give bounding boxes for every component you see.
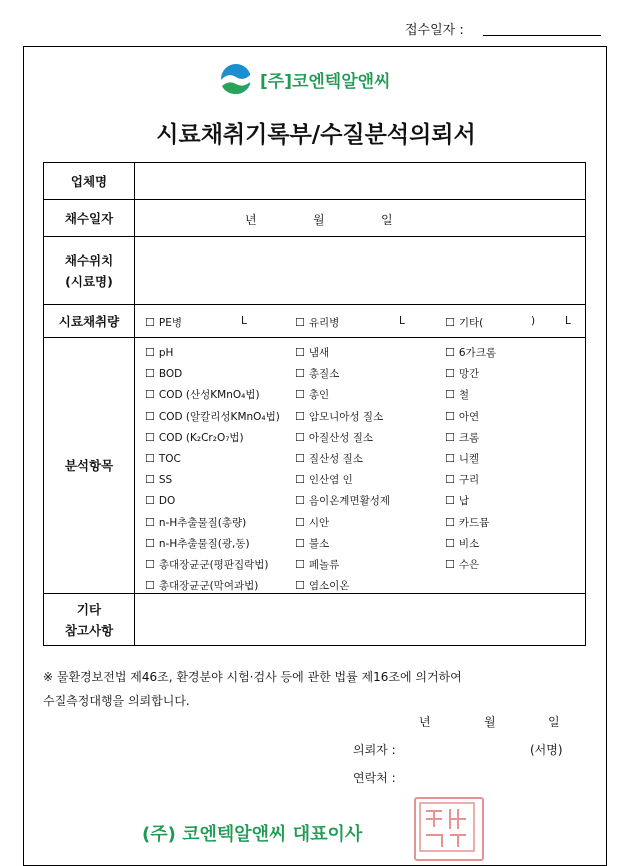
checkbox-icon[interactable]: ☐ <box>145 557 155 571</box>
analysis-item-label: 납 <box>458 495 470 508</box>
analysis-item[interactable] <box>145 427 280 448</box>
checkbox-icon[interactable]: ☐ <box>145 316 155 329</box>
analysis-item-label: COD (산성KMnO₄법) <box>158 389 260 402</box>
legal-note <box>43 665 462 713</box>
other-notes-field[interactable] <box>135 594 586 646</box>
analysis-item[interactable] <box>145 533 280 554</box>
checkbox-icon[interactable]: ☐ <box>145 346 155 359</box>
sample-volume-options <box>135 305 586 338</box>
analysis-item[interactable] <box>295 469 390 490</box>
analysis-item-label: 암모니아성 질소 <box>308 410 384 423</box>
analysis-col-1 <box>145 342 280 596</box>
row-sample-volume <box>44 305 586 338</box>
company-label: 업체명 <box>44 163 135 200</box>
analysis-item-label: 냄새 <box>308 347 330 359</box>
analysis-item[interactable] <box>145 490 280 511</box>
analysis-item-label: 질산성 질소 <box>308 452 363 465</box>
checkbox-icon[interactable]: ☐ <box>445 494 455 508</box>
analysis-item-label: 염소이온 <box>308 580 350 593</box>
sample-volume-label: 시료채취량 <box>44 305 135 338</box>
analysis-item-label: 구리 <box>458 474 480 487</box>
sampling-location-label <box>44 237 135 305</box>
checkbox-icon[interactable]: ☐ <box>145 473 155 487</box>
checkbox-icon[interactable]: ☐ <box>445 557 455 571</box>
date-year: 년 <box>245 213 257 227</box>
analysis-item-label: DO <box>158 495 176 508</box>
receipt-date-label: 접수일자 : <box>405 23 464 38</box>
analysis-item[interactable] <box>295 448 390 469</box>
analysis-item[interactable] <box>295 490 390 511</box>
analysis-item[interactable] <box>145 384 280 405</box>
checkbox-icon[interactable]: ☐ <box>145 515 155 529</box>
signature-mark: (서명) <box>530 743 563 757</box>
checkbox-icon[interactable]: ☐ <box>145 579 155 593</box>
analysis-item[interactable] <box>145 554 280 575</box>
analysis-item[interactable] <box>445 363 496 384</box>
analysis-item-label: 철 <box>458 389 470 402</box>
analysis-items-grid <box>135 338 586 594</box>
analysis-item[interactable] <box>295 384 390 405</box>
analysis-item-label: 비소 <box>458 537 480 550</box>
checkbox-icon[interactable]: ☐ <box>295 316 305 329</box>
location-label-line2: (시료명) <box>65 273 113 289</box>
sampling-date-label: 채수일자 <box>44 200 135 237</box>
checkbox-icon[interactable]: ☐ <box>445 515 455 529</box>
checkbox-icon[interactable]: ☐ <box>295 451 305 465</box>
analysis-item[interactable] <box>145 363 280 384</box>
legal-note-line2: 수질측정대행을 의뢰합니다. <box>43 694 190 708</box>
receipt-date-line[interactable] <box>483 35 601 36</box>
analysis-item-label: n-H추출물질(광,동) <box>158 537 250 550</box>
analysis-item-label: 아질산성 질소 <box>308 431 374 444</box>
request-form-table <box>43 162 586 646</box>
checkbox-icon[interactable]: ☐ <box>445 430 455 444</box>
analysis-item[interactable] <box>445 427 496 448</box>
checkbox-icon[interactable]: ☐ <box>295 388 305 402</box>
checkbox-icon[interactable]: ☐ <box>145 536 155 550</box>
checkbox-icon[interactable]: ☐ <box>295 536 305 550</box>
analysis-col-3 <box>445 342 496 575</box>
checkbox-icon[interactable]: ☐ <box>445 536 455 550</box>
volume-other-option[interactable] <box>445 315 483 330</box>
analysis-item[interactable] <box>145 575 280 596</box>
analysis-item-label: 음이온계면활성제 <box>308 495 391 508</box>
volume-glass-option[interactable] <box>295 315 339 330</box>
analysis-item-label: BOD <box>158 368 183 381</box>
analysis-item-label: 인산염 인 <box>308 474 353 487</box>
analysis-item-label: 총인 <box>308 389 330 402</box>
analysis-item[interactable] <box>445 448 496 469</box>
analysis-item-label: 페놀류 <box>308 558 340 571</box>
analysis-item-label: 총대장균군(막여과법) <box>158 580 259 593</box>
analysis-item[interactable] <box>445 469 496 490</box>
sign-date-day: 일 <box>548 715 560 729</box>
analysis-item-label: TOC <box>158 452 181 465</box>
analysis-item-label: SS <box>158 474 173 487</box>
checkbox-icon[interactable]: ☐ <box>145 367 155 381</box>
analysis-item-label: n-H추출물질(총량) <box>158 516 247 529</box>
volume-pe-option[interactable] <box>145 315 182 330</box>
checkbox-icon[interactable]: ☐ <box>445 388 455 402</box>
checkbox-icon[interactable]: ☐ <box>295 579 305 593</box>
sampling-date-field[interactable] <box>135 200 586 237</box>
checkbox-icon[interactable]: ☐ <box>445 367 455 381</box>
analysis-item[interactable] <box>295 342 390 363</box>
company-representative: (주) 코엔텍알앤씨 대표이사 <box>142 824 363 845</box>
checkbox-icon[interactable]: ☐ <box>295 515 305 529</box>
other-notes-line1: 기타 <box>76 601 102 617</box>
company-logo <box>220 61 391 97</box>
analysis-item-label: 불소 <box>308 537 330 550</box>
checkbox-icon[interactable]: ☐ <box>145 451 155 465</box>
volume-pe-label: PE병 <box>158 317 182 329</box>
date-day: 일 <box>381 213 393 227</box>
checkbox-icon[interactable]: ☐ <box>295 494 305 508</box>
location-label-line1: 채수위치 <box>64 252 114 268</box>
sign-date-year: 년 <box>419 715 431 729</box>
checkbox-icon[interactable]: ☐ <box>145 388 155 402</box>
sign-date-month: 월 <box>484 715 496 729</box>
checkbox-icon[interactable]: ☐ <box>295 346 305 359</box>
analysis-item[interactable] <box>145 469 280 490</box>
checkbox-icon[interactable]: ☐ <box>295 557 305 571</box>
checkbox-icon[interactable]: ☐ <box>295 473 305 487</box>
analysis-item[interactable] <box>295 406 390 427</box>
analysis-item-label: COD (알칼리성KMnO₄법) <box>158 410 280 423</box>
analysis-item-label: 카드뮴 <box>458 516 490 529</box>
analysis-item-label: 수은 <box>458 558 480 571</box>
seal-stamp-icon <box>416 799 478 855</box>
volume-other-label: 기타( <box>458 317 484 329</box>
receipt-date <box>405 19 464 38</box>
analysis-item[interactable] <box>295 575 390 596</box>
analysis-item-label: 총질소 <box>308 368 340 381</box>
analysis-item-label: 총대장균군(평판집락법) <box>158 558 269 571</box>
analysis-item[interactable] <box>145 406 280 427</box>
checkbox-icon[interactable]: ☐ <box>295 430 305 444</box>
row-other-notes <box>44 594 586 646</box>
checkbox-icon[interactable]: ☐ <box>445 409 455 423</box>
analysis-item[interactable] <box>295 363 390 384</box>
analysis-item-label: 아연 <box>458 410 480 423</box>
analysis-item[interactable] <box>295 554 390 575</box>
analysis-item[interactable] <box>445 533 496 554</box>
company-seal-stamp <box>414 797 484 861</box>
volume-pe-unit: L <box>241 315 247 327</box>
analysis-item-label: 시안 <box>308 516 330 529</box>
other-notes-line2: 참고사항 <box>64 622 114 638</box>
checkbox-icon[interactable]: ☐ <box>295 409 305 423</box>
analysis-item-label: 6가크롬 <box>458 347 496 359</box>
analysis-items-label: 분석항목 <box>44 338 135 594</box>
analysis-col-2 <box>295 342 390 596</box>
analysis-item[interactable] <box>295 427 390 448</box>
company-field[interactable] <box>135 163 586 200</box>
analysis-item[interactable] <box>445 512 496 533</box>
sampling-location-field[interactable] <box>135 237 586 305</box>
requester-label: 의뢰자 : <box>353 743 396 757</box>
other-notes-label <box>44 594 135 646</box>
analysis-item[interactable] <box>445 384 496 405</box>
checkbox-icon[interactable]: ☐ <box>145 409 155 423</box>
volume-glass-unit: L <box>399 315 405 327</box>
checkbox-icon[interactable]: ☐ <box>445 473 455 487</box>
analysis-item-label: COD (K₂Cr₂O₇법) <box>158 431 244 444</box>
analysis-item[interactable] <box>445 342 496 363</box>
legal-note-line1: ※ 물환경보전법 제46조, 환경분야 시험·검사 등에 관한 법률 제16조에 의거하여 <box>43 670 462 684</box>
analysis-item-label: pH <box>158 347 174 359</box>
analysis-item[interactable] <box>445 554 496 575</box>
checkbox-icon[interactable]: ☐ <box>145 494 155 508</box>
checkbox-icon[interactable]: ☐ <box>295 367 305 381</box>
analysis-item[interactable] <box>295 512 390 533</box>
analysis-item-label: 크롬 <box>458 431 480 444</box>
contact-label: 연락처 : <box>353 771 396 785</box>
volume-glass-label: 유리병 <box>308 317 340 329</box>
document-title: 시료채취기록부/수질분석의뢰서 <box>156 122 476 148</box>
company-logo-text: [주]코엔텍알앤씨 <box>260 71 391 92</box>
analysis-item[interactable] <box>145 512 280 533</box>
analysis-item-label: 망간 <box>458 368 480 381</box>
row-analysis-items <box>44 338 586 594</box>
analysis-item[interactable] <box>445 490 496 511</box>
checkbox-icon[interactable]: ☐ <box>145 430 155 444</box>
row-sampling-location <box>44 237 586 305</box>
analysis-item[interactable] <box>145 448 280 469</box>
company-logo-icon <box>220 62 252 96</box>
analysis-item[interactable] <box>295 533 390 554</box>
analysis-item[interactable] <box>145 342 280 363</box>
volume-other-unit: L <box>565 315 571 327</box>
checkbox-icon[interactable]: ☐ <box>445 346 455 359</box>
row-sampling-date <box>44 200 586 237</box>
checkbox-icon[interactable]: ☐ <box>445 451 455 465</box>
date-month: 월 <box>313 213 325 227</box>
volume-other-close: ) <box>531 315 536 327</box>
analysis-item-label: 니켈 <box>458 452 480 465</box>
analysis-item[interactable] <box>445 406 496 427</box>
checkbox-icon[interactable]: ☐ <box>445 316 455 329</box>
row-company <box>44 163 586 200</box>
